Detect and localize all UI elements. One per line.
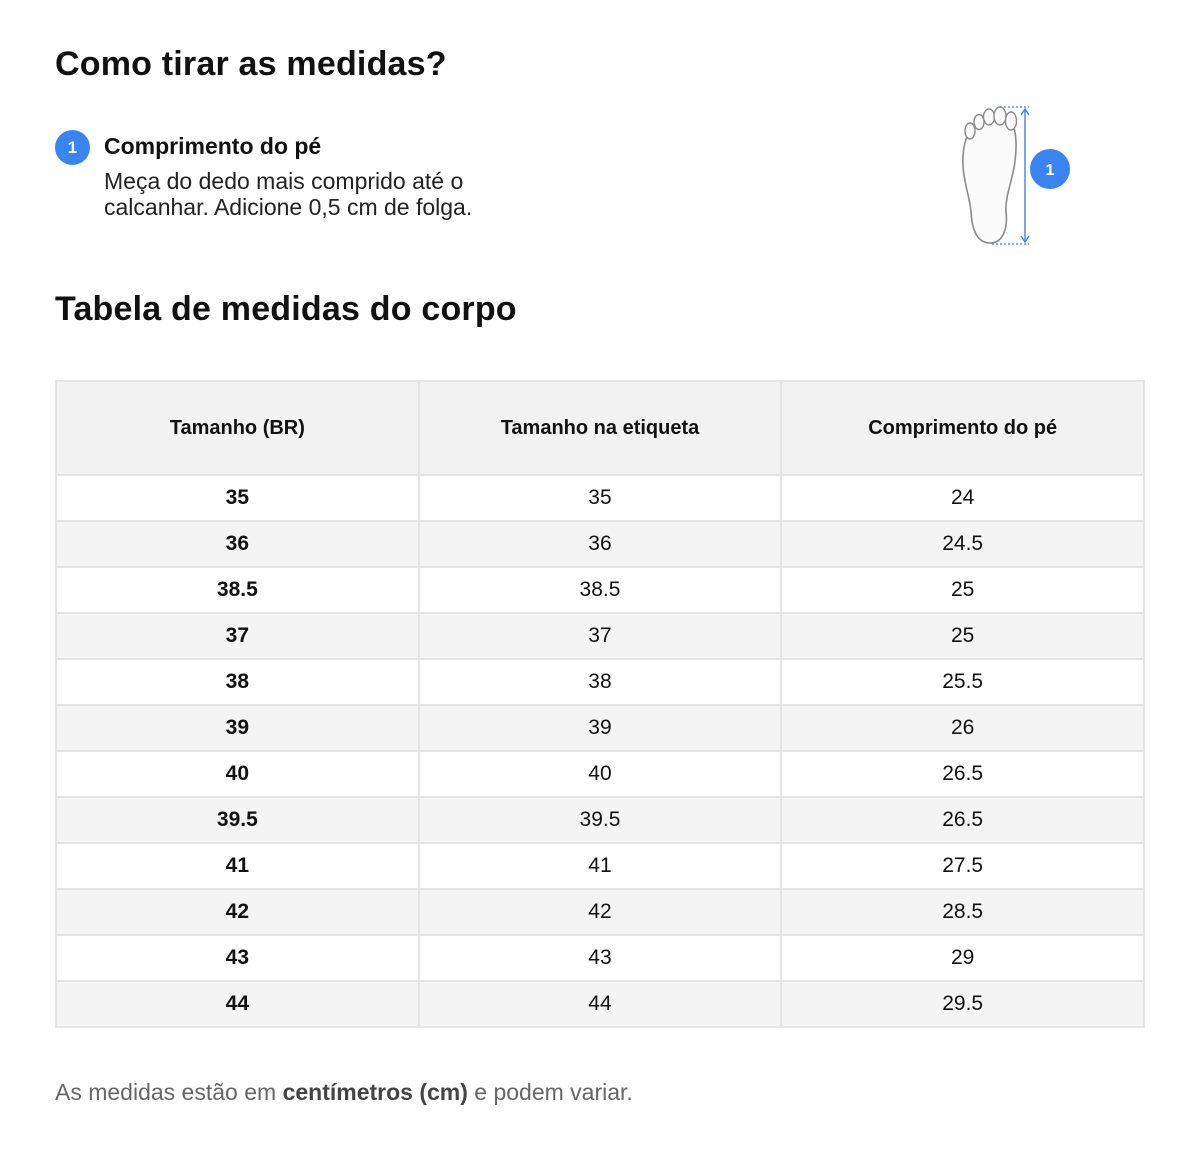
cell-label-size: 37 [419,613,782,659]
cell-size-br: 44 [56,981,419,1027]
table-row [56,935,1144,981]
table-row [56,613,1144,659]
cell-label-size: 39 [419,705,782,751]
cell-foot-length: 26.5 [781,797,1144,843]
cell-foot-length: 24.5 [781,521,1144,567]
page-title: Como tirar as medidas? [55,45,447,83]
header-foot-length: Comprimento do pé [781,381,1144,475]
cell-label-size: 36 [419,521,782,567]
table-row [56,567,1144,613]
illustration-badge: 1 [1045,162,1055,179]
size-table [55,380,1145,1028]
units-footnote [55,1079,633,1106]
cell-size-br: 39.5 [56,797,419,843]
cell-foot-length: 25.5 [781,659,1144,705]
table-row [56,521,1144,567]
cell-label-size: 43 [419,935,782,981]
cell-label-size: 35 [419,475,782,521]
cell-label-size: 44 [419,981,782,1027]
cell-size-br: 36 [56,521,419,567]
cell-label-size: 39.5 [419,797,782,843]
cell-size-br: 38.5 [56,567,419,613]
cell-label-size: 40 [419,751,782,797]
step-description: Meça do dedo mais comprido até o calcanhar. Adicione 0,5 cm de folga. [104,168,473,220]
cell-foot-length: 27.5 [781,843,1144,889]
cell-foot-length: 24 [781,475,1144,521]
cell-foot-length: 25 [781,567,1144,613]
footnote-prefix: As medidas estão em [55,1079,283,1105]
header-size-br: Tamanho (BR) [56,381,419,475]
table-row [56,843,1144,889]
cell-size-br: 35 [56,475,419,521]
foot-length-icon [950,100,1080,250]
table-header-row [56,381,1144,475]
cell-foot-length: 28.5 [781,889,1144,935]
step-title: Comprimento do pé [104,133,322,159]
header-label-size: Tamanho na etiqueta [419,381,782,475]
cell-size-br: 41 [56,843,419,889]
cell-foot-length: 29 [781,935,1144,981]
cell-foot-length: 29.5 [781,981,1144,1027]
cell-foot-length: 26.5 [781,751,1144,797]
cell-label-size: 41 [419,843,782,889]
footnote-unit: centímetros (cm) [282,1079,468,1105]
cell-size-br: 43 [56,935,419,981]
table-title: Tabela de medidas do corpo [55,290,517,328]
cell-foot-length: 25 [781,613,1144,659]
table-row [56,705,1144,751]
cell-size-br: 42 [56,889,419,935]
cell-size-br: 38 [56,659,419,705]
cell-foot-length: 26 [781,705,1144,751]
cell-size-br: 39 [56,705,419,751]
table-row [56,475,1144,521]
cell-size-br: 37 [56,613,419,659]
table-row [56,889,1144,935]
cell-label-size: 38.5 [419,567,782,613]
step-number-badge: 1 [55,130,90,165]
table-row [56,659,1144,705]
table-row [56,797,1144,843]
cell-label-size: 42 [419,889,782,935]
table-row [56,751,1144,797]
footnote-suffix: e podem variar. [467,1079,633,1105]
table-row [56,981,1144,1027]
cell-size-br: 40 [56,751,419,797]
cell-label-size: 38 [419,659,782,705]
